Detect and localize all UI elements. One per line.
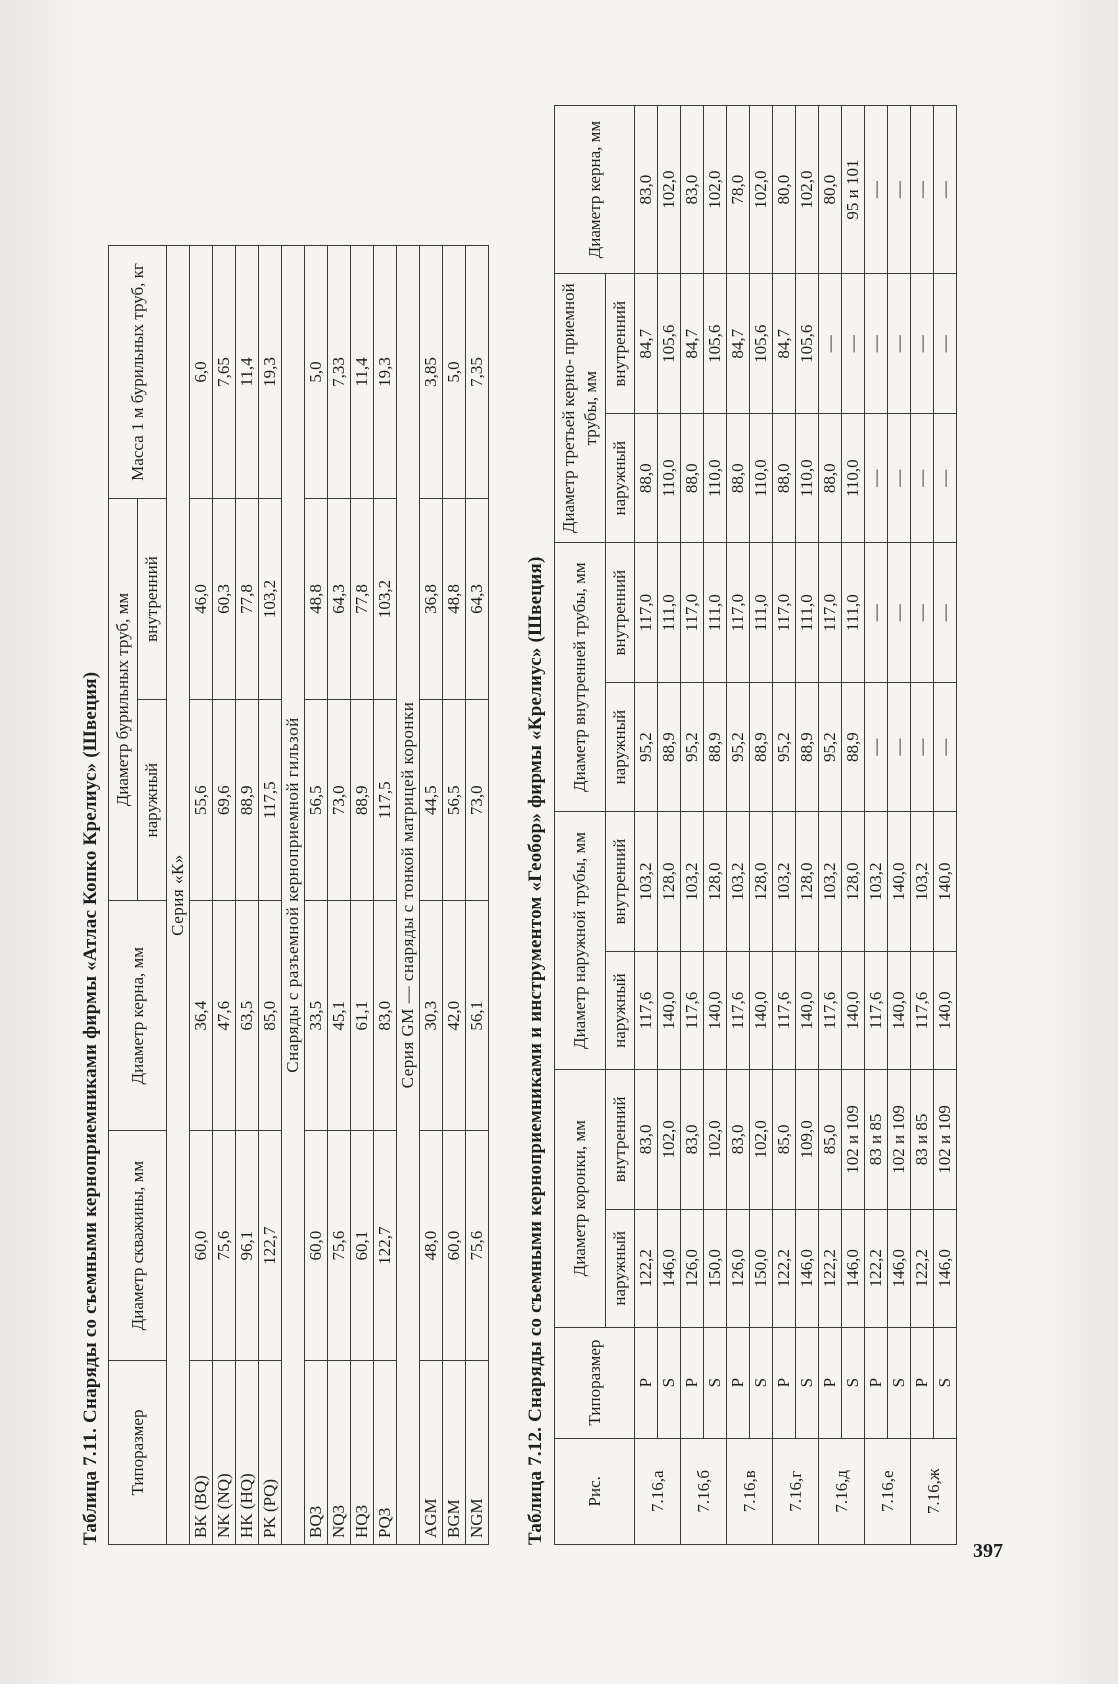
type-cell: HQ3 xyxy=(351,1361,374,1545)
value-cell: 88,0 xyxy=(681,414,704,543)
value-cell: 111,0 xyxy=(750,543,773,683)
type-cell: S xyxy=(796,1327,819,1438)
table-row xyxy=(635,106,658,1545)
value-cell: 83 и 85 xyxy=(865,1069,888,1209)
sub-inner-header: внутренний xyxy=(606,812,635,952)
value-cell: — xyxy=(888,683,911,812)
figure-ref-cell: 7.16,б xyxy=(681,1438,727,1544)
value-cell: 36,4 xyxy=(190,901,213,1131)
value-cell: 7,35 xyxy=(466,246,489,499)
value-cell: 111,0 xyxy=(796,543,819,683)
value-cell: 126,0 xyxy=(727,1209,750,1327)
value-cell: — xyxy=(888,543,911,683)
table-row xyxy=(305,246,328,1545)
value-cell: 128,0 xyxy=(750,812,773,952)
page-number: 397 xyxy=(973,1540,1003,1562)
value-cell: 5,0 xyxy=(305,246,328,499)
value-cell: 126,0 xyxy=(681,1209,704,1327)
value-cell: 102 и 109 xyxy=(934,1069,957,1209)
value-cell: 77,8 xyxy=(351,498,374,699)
table-row xyxy=(796,106,819,1545)
value-cell: 140,0 xyxy=(842,952,865,1070)
value-cell: — xyxy=(865,106,888,274)
value-cell: 96,1 xyxy=(236,1131,259,1361)
section-title: Серия «К» xyxy=(167,246,190,1545)
table-7-12-caption: Таблица 7.12. Снаряды со съемными керноприемниками и инструментом «Геобор» фирмы «Крелиус» (Швеция) xyxy=(525,556,546,1545)
value-cell: 103,2 xyxy=(374,498,397,699)
table-row xyxy=(681,106,704,1545)
value-cell: 117,6 xyxy=(865,952,888,1070)
value-cell: 48,0 xyxy=(420,1131,443,1361)
value-cell: 55,6 xyxy=(190,700,213,901)
value-cell: 88,0 xyxy=(727,414,750,543)
value-cell: 117,6 xyxy=(911,952,934,1070)
value-cell: — xyxy=(911,543,934,683)
value-cell: 80,0 xyxy=(819,106,842,274)
col-inner-tube-header: Диаметр внутренней трубы, мм xyxy=(555,543,606,812)
col-bit-header: Диаметр коронки, мм xyxy=(555,1069,606,1327)
value-cell: 83,0 xyxy=(374,901,397,1131)
col-pipe-outer-header: наружный xyxy=(138,700,167,901)
value-cell: 103,2 xyxy=(259,498,282,699)
table-row xyxy=(704,106,727,1545)
value-cell: 60,1 xyxy=(351,1131,374,1361)
value-cell: — xyxy=(934,543,957,683)
value-cell: 111,0 xyxy=(704,543,727,683)
value-cell: 85,0 xyxy=(259,901,282,1131)
value-cell: 117,0 xyxy=(727,543,750,683)
table-row xyxy=(351,246,374,1545)
value-cell: 56,5 xyxy=(305,700,328,901)
value-cell: 103,2 xyxy=(911,812,934,952)
col-third-tube-header: Диаметр третьей керно- приемной трубы, мм xyxy=(555,274,606,543)
value-cell: 11,4 xyxy=(351,246,374,499)
type-cell: HK (HQ) xyxy=(236,1361,259,1545)
col-type-header: Типоразмер xyxy=(109,1361,167,1545)
value-cell: 83 и 85 xyxy=(911,1069,934,1209)
type-cell: PK (PQ) xyxy=(259,1361,282,1545)
value-cell: 44,5 xyxy=(420,700,443,901)
table-row xyxy=(466,246,489,1545)
type-cell: BGM xyxy=(443,1361,466,1545)
value-cell: 83,0 xyxy=(635,106,658,274)
value-cell: 122,2 xyxy=(865,1209,888,1327)
value-cell: — xyxy=(888,106,911,274)
col-core-header: Диаметр керна, мм xyxy=(109,901,167,1131)
section-title-row xyxy=(282,246,305,1545)
value-cell: 69,6 xyxy=(213,700,236,901)
table-row xyxy=(236,246,259,1545)
table-row xyxy=(658,106,681,1545)
value-cell: — xyxy=(842,274,865,414)
value-cell: 5,0 xyxy=(443,246,466,499)
sub-inner-header: внутренний xyxy=(606,1069,635,1209)
type-cell: BK (BQ) xyxy=(190,1361,213,1545)
col-core-header: Диаметр керна, мм xyxy=(555,106,635,274)
value-cell: 105,6 xyxy=(658,274,681,414)
col-fig-header: Рис. xyxy=(555,1438,635,1544)
value-cell: 102,0 xyxy=(750,106,773,274)
value-cell: 78,0 xyxy=(727,106,750,274)
value-cell: 102,0 xyxy=(658,106,681,274)
value-cell: 61,1 xyxy=(351,901,374,1131)
value-cell: 88,9 xyxy=(750,683,773,812)
value-cell: 88,9 xyxy=(658,683,681,812)
table-row xyxy=(420,246,443,1545)
value-cell: 146,0 xyxy=(888,1209,911,1327)
value-cell: 117,0 xyxy=(819,543,842,683)
value-cell: 140,0 xyxy=(934,812,957,952)
figure-ref-cell: 7.16,г xyxy=(773,1438,819,1544)
value-cell: — xyxy=(888,414,911,543)
type-cell: S xyxy=(888,1327,911,1438)
section-title: Серия GM — снаряды с тонкой матрицей коронки xyxy=(397,246,420,1545)
rotated-page-content xyxy=(80,95,1118,1545)
table-row xyxy=(190,246,213,1545)
value-cell: 150,0 xyxy=(704,1209,727,1327)
value-cell: 128,0 xyxy=(704,812,727,952)
value-cell: 102 и 109 xyxy=(842,1069,865,1209)
type-cell: S xyxy=(704,1327,727,1438)
value-cell: 75,6 xyxy=(466,1131,489,1361)
value-cell: 117,6 xyxy=(773,952,796,1070)
value-cell: 102,0 xyxy=(704,1069,727,1209)
type-cell: S xyxy=(750,1327,773,1438)
table-row xyxy=(750,106,773,1545)
value-cell: 128,0 xyxy=(796,812,819,952)
value-cell: — xyxy=(934,274,957,414)
value-cell: 73,0 xyxy=(328,700,351,901)
value-cell: 105,6 xyxy=(750,274,773,414)
value-cell: 30,3 xyxy=(420,901,443,1131)
value-cell: 146,0 xyxy=(796,1209,819,1327)
type-cell: P xyxy=(773,1327,796,1438)
value-cell: 48,8 xyxy=(305,498,328,699)
table-row xyxy=(259,246,282,1545)
table-7-11-caption: Таблица 7.11. Снаряды со съемными керноприемниками фирмы «Атлас Копко Крелиус» (Швеция) xyxy=(80,671,101,1545)
value-cell: 146,0 xyxy=(658,1209,681,1327)
value-cell: — xyxy=(865,683,888,812)
value-cell: 122,2 xyxy=(911,1209,934,1327)
type-cell: S xyxy=(658,1327,681,1438)
value-cell: 110,0 xyxy=(796,414,819,543)
type-cell: NQ3 xyxy=(328,1361,351,1545)
col-hole-header: Диаметр скважины, мм xyxy=(109,1131,167,1361)
value-cell: 84,7 xyxy=(681,274,704,414)
value-cell: 63,5 xyxy=(236,901,259,1131)
value-cell: 105,6 xyxy=(704,274,727,414)
value-cell: 75,6 xyxy=(328,1131,351,1361)
value-cell: 33,5 xyxy=(305,901,328,1131)
section-title-row xyxy=(397,246,420,1545)
value-cell: — xyxy=(934,414,957,543)
value-cell: 60,0 xyxy=(443,1131,466,1361)
value-cell: 64,3 xyxy=(466,498,489,699)
figure-ref-cell: 7.16,а xyxy=(635,1438,681,1544)
value-cell: 19,3 xyxy=(259,246,282,499)
value-cell: 60,0 xyxy=(305,1131,328,1361)
value-cell: 110,0 xyxy=(842,414,865,543)
figure-ref-cell: 7.16,е xyxy=(865,1438,911,1544)
value-cell: 56,5 xyxy=(443,700,466,901)
value-cell: 122,2 xyxy=(635,1209,658,1327)
type-cell: P xyxy=(819,1327,842,1438)
table-row xyxy=(888,106,911,1545)
value-cell: 117,6 xyxy=(727,952,750,1070)
value-cell: 3,85 xyxy=(420,246,443,499)
value-cell: 95,2 xyxy=(681,683,704,812)
value-cell: 7,65 xyxy=(213,246,236,499)
value-cell: — xyxy=(934,106,957,274)
value-cell: 140,0 xyxy=(704,952,727,1070)
table-row xyxy=(443,246,466,1545)
value-cell: 140,0 xyxy=(658,952,681,1070)
value-cell: 102,0 xyxy=(750,1069,773,1209)
type-cell: NGM xyxy=(466,1361,489,1545)
value-cell: 56,1 xyxy=(466,901,489,1131)
figure-ref-cell: 7.16,д xyxy=(819,1438,865,1544)
value-cell: — xyxy=(911,414,934,543)
value-cell: 83,0 xyxy=(635,1069,658,1209)
value-cell: 102,0 xyxy=(704,106,727,274)
table-row xyxy=(842,106,865,1545)
value-cell: 117,6 xyxy=(635,952,658,1070)
value-cell: — xyxy=(819,274,842,414)
type-cell: P xyxy=(635,1327,658,1438)
table-row xyxy=(213,246,236,1545)
value-cell: — xyxy=(934,683,957,812)
value-cell: 110,0 xyxy=(750,414,773,543)
value-cell: 45,1 xyxy=(328,901,351,1131)
value-cell: 110,0 xyxy=(658,414,681,543)
value-cell: 140,0 xyxy=(888,952,911,1070)
table-row xyxy=(374,246,397,1545)
sub-inner-header: внутренний xyxy=(606,543,635,683)
sub-outer-header: наружный xyxy=(606,414,635,543)
value-cell: 109,0 xyxy=(796,1069,819,1209)
type-cell: P xyxy=(865,1327,888,1438)
value-cell: 47,6 xyxy=(213,901,236,1131)
value-cell: 88,0 xyxy=(635,414,658,543)
value-cell: 140,0 xyxy=(796,952,819,1070)
value-cell: 84,7 xyxy=(727,274,750,414)
value-cell: 95,2 xyxy=(819,683,842,812)
value-cell: 77,8 xyxy=(236,498,259,699)
value-cell: 103,2 xyxy=(865,812,888,952)
value-cell: 122,7 xyxy=(374,1131,397,1361)
value-cell: 88,9 xyxy=(704,683,727,812)
type-cell: NK (NQ) xyxy=(213,1361,236,1545)
value-cell: 19,3 xyxy=(374,246,397,499)
col-mass-header: Масса 1 м бурильных труб, кг xyxy=(109,246,167,499)
value-cell: 95,2 xyxy=(773,683,796,812)
value-cell: 117,5 xyxy=(259,700,282,901)
value-cell: 95,2 xyxy=(727,683,750,812)
table-7-12 xyxy=(554,105,957,1545)
value-cell: 117,0 xyxy=(635,543,658,683)
type-cell: S xyxy=(934,1327,957,1438)
value-cell: 85,0 xyxy=(819,1069,842,1209)
value-cell: 128,0 xyxy=(842,812,865,952)
value-cell: 102,0 xyxy=(658,1069,681,1209)
sub-inner-header: внутренний xyxy=(606,274,635,414)
value-cell: 88,0 xyxy=(773,414,796,543)
type-cell: P xyxy=(911,1327,934,1438)
value-cell: 6,0 xyxy=(190,246,213,499)
value-cell: 150,0 xyxy=(750,1209,773,1327)
section-title-row xyxy=(167,246,190,1545)
figure-ref-cell: 7.16,в xyxy=(727,1438,773,1544)
value-cell: 85,0 xyxy=(773,1069,796,1209)
type-cell: S xyxy=(842,1327,865,1438)
value-cell: 128,0 xyxy=(658,812,681,952)
value-cell: 103,2 xyxy=(681,812,704,952)
value-cell: 103,2 xyxy=(819,812,842,952)
value-cell: 84,7 xyxy=(635,274,658,414)
value-cell: 11,4 xyxy=(236,246,259,499)
value-cell: — xyxy=(865,274,888,414)
section-title: Снаряды с разъемной керноприемной гильзой xyxy=(282,246,305,1545)
value-cell: 122,2 xyxy=(819,1209,842,1327)
table-row xyxy=(819,106,842,1545)
col-pipe-inner-header: внутренний xyxy=(138,498,167,699)
sub-outer-header: наружный xyxy=(606,1209,635,1327)
value-cell: 48,8 xyxy=(443,498,466,699)
value-cell: 83,0 xyxy=(681,1069,704,1209)
value-cell: 88,9 xyxy=(796,683,819,812)
value-cell: 60,3 xyxy=(213,498,236,699)
type-cell: BQ3 xyxy=(305,1361,328,1545)
value-cell: 88,9 xyxy=(236,700,259,901)
value-cell: 146,0 xyxy=(934,1209,957,1327)
value-cell: 64,3 xyxy=(328,498,351,699)
value-cell: — xyxy=(865,414,888,543)
value-cell: 117,0 xyxy=(773,543,796,683)
type-cell: AGM xyxy=(420,1361,443,1545)
value-cell: 75,6 xyxy=(213,1131,236,1361)
value-cell: 111,0 xyxy=(842,543,865,683)
table-row xyxy=(328,246,351,1545)
table-row xyxy=(773,106,796,1545)
value-cell: 36,8 xyxy=(420,498,443,699)
value-cell: 140,0 xyxy=(934,952,957,1070)
value-cell: 103,2 xyxy=(635,812,658,952)
col-pipe-header: Диаметр бурильных труб, мм xyxy=(109,498,138,900)
value-cell: 46,0 xyxy=(190,498,213,699)
table-row xyxy=(727,106,750,1545)
value-cell: 42,0 xyxy=(443,901,466,1131)
value-cell: 102 и 109 xyxy=(888,1069,911,1209)
value-cell: 103,2 xyxy=(727,812,750,952)
value-cell: 117,6 xyxy=(681,952,704,1070)
table-row xyxy=(911,106,934,1545)
value-cell: 103,2 xyxy=(773,812,796,952)
value-cell: — xyxy=(911,274,934,414)
figure-ref-cell: 7.16,ж xyxy=(911,1438,957,1544)
value-cell: 117,5 xyxy=(374,700,397,901)
table-row xyxy=(865,106,888,1545)
value-cell: 95 и 101 xyxy=(842,106,865,274)
value-cell: — xyxy=(911,106,934,274)
value-cell: 83,0 xyxy=(727,1069,750,1209)
col-outer-tube-header: Диаметр наружной трубы, мм xyxy=(555,812,606,1070)
type-cell: P xyxy=(681,1327,704,1438)
value-cell: 88,0 xyxy=(819,414,842,543)
value-cell: 140,0 xyxy=(888,812,911,952)
type-cell: PQ3 xyxy=(374,1361,397,1545)
value-cell: 140,0 xyxy=(750,952,773,1070)
value-cell: 105,6 xyxy=(796,274,819,414)
type-cell: P xyxy=(727,1327,750,1438)
value-cell: 73,0 xyxy=(466,700,489,901)
value-cell: 84,7 xyxy=(773,274,796,414)
value-cell: 88,9 xyxy=(351,700,374,901)
value-cell: — xyxy=(911,683,934,812)
value-cell: 122,7 xyxy=(259,1131,282,1361)
value-cell: 95,2 xyxy=(635,683,658,812)
value-cell: 117,0 xyxy=(681,543,704,683)
value-cell: — xyxy=(888,274,911,414)
value-cell: 80,0 xyxy=(773,106,796,274)
col-type-header: Типоразмер xyxy=(555,1327,635,1438)
value-cell: 83,0 xyxy=(681,106,704,274)
value-cell: 122,2 xyxy=(773,1209,796,1327)
value-cell: 60,0 xyxy=(190,1131,213,1361)
table-7-11 xyxy=(108,245,489,1545)
table-row xyxy=(934,106,957,1545)
value-cell: 111,0 xyxy=(658,543,681,683)
value-cell: 146,0 xyxy=(842,1209,865,1327)
value-cell: — xyxy=(865,543,888,683)
value-cell: 88,9 xyxy=(842,683,865,812)
sub-outer-header: наружный xyxy=(606,683,635,812)
sub-outer-header: наружный xyxy=(606,952,635,1070)
value-cell: 102,0 xyxy=(796,106,819,274)
value-cell: 7,33 xyxy=(328,246,351,499)
value-cell: 117,6 xyxy=(819,952,842,1070)
value-cell: 110,0 xyxy=(704,414,727,543)
